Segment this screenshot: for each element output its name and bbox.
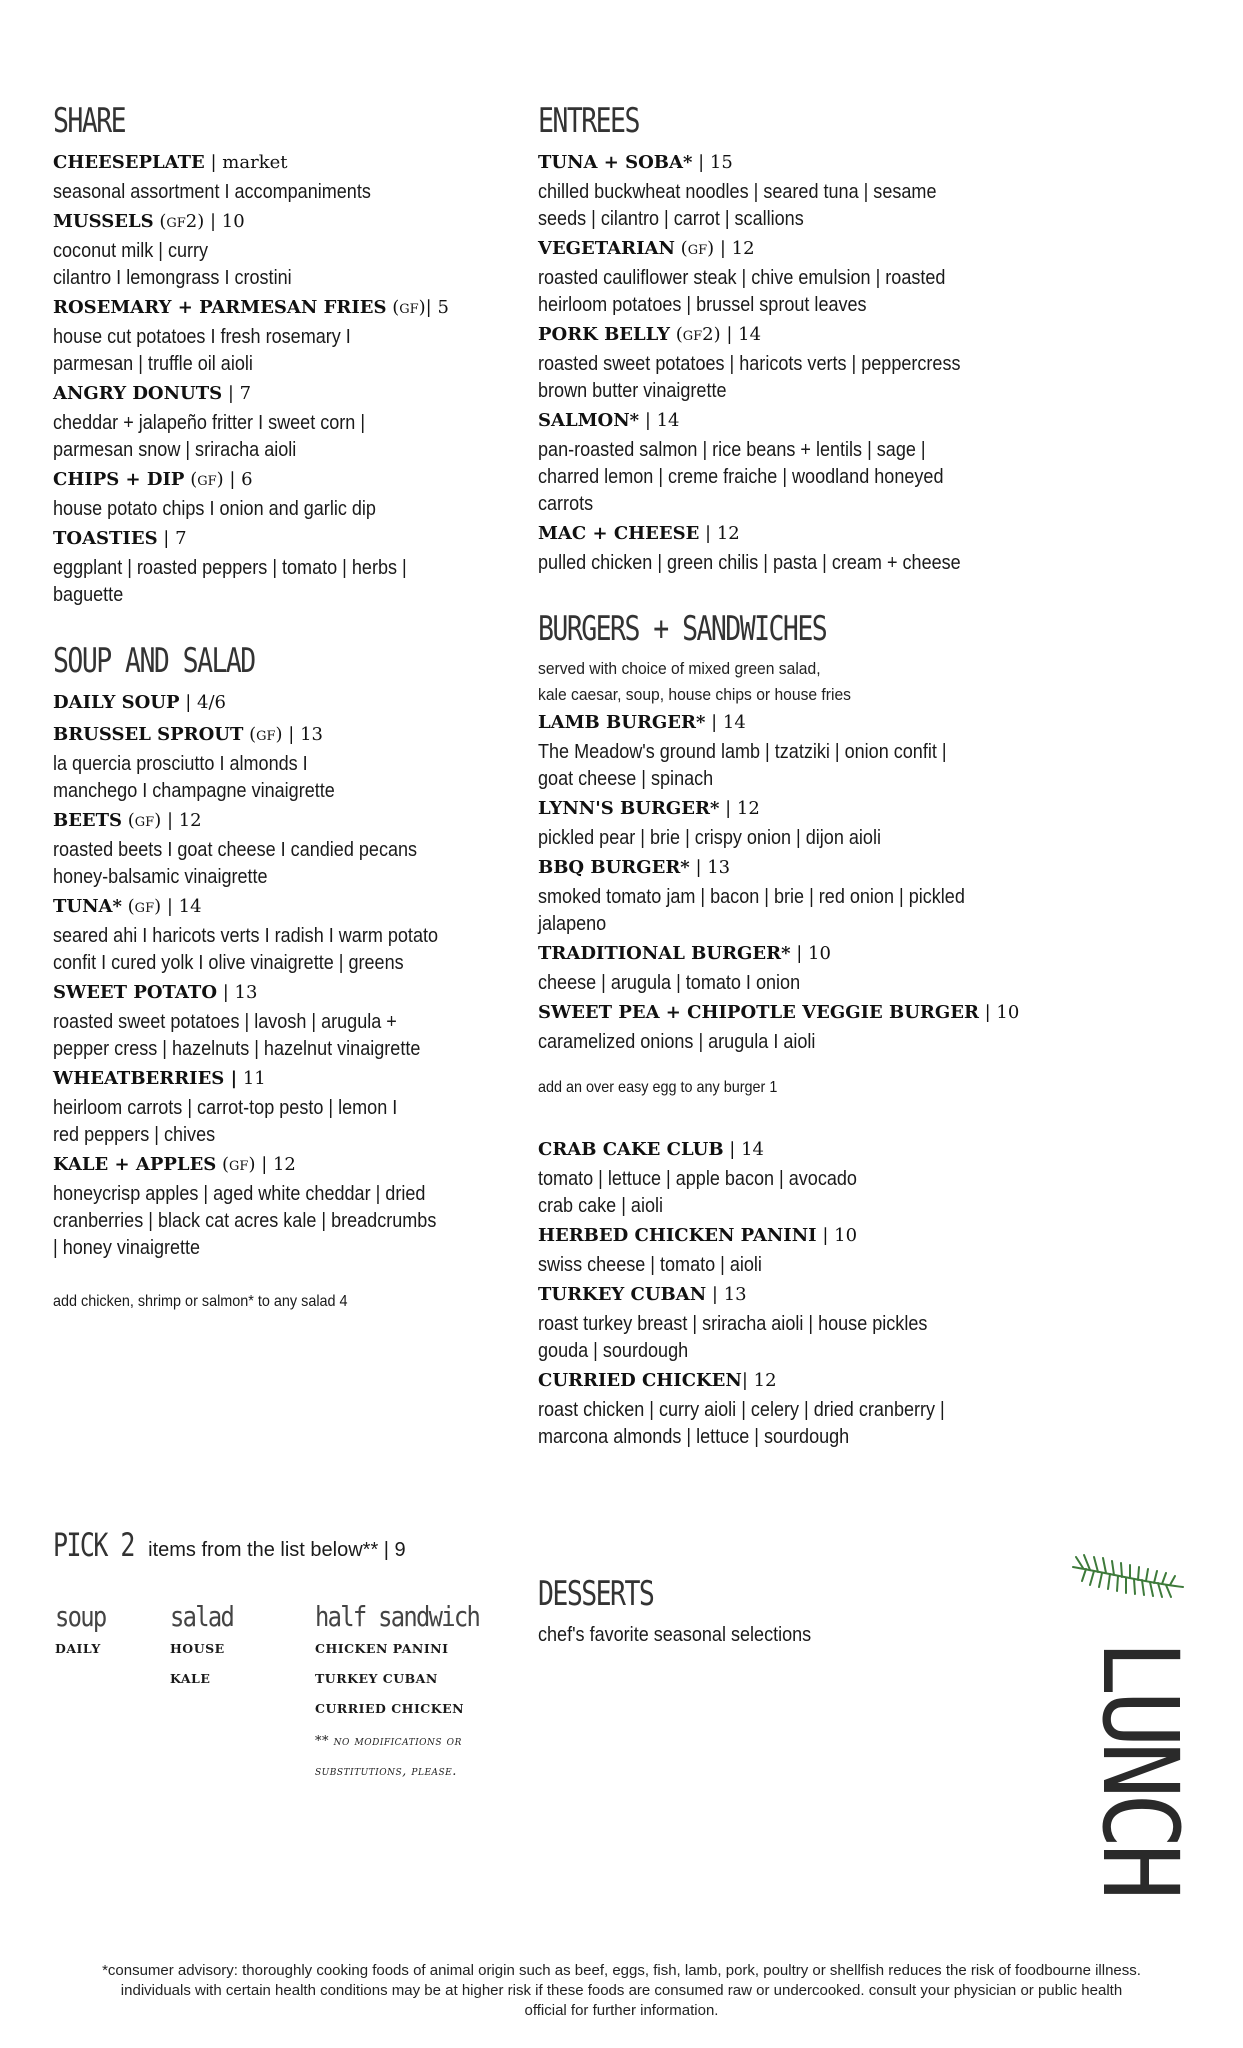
menu-item	[538, 853, 1058, 937]
menu-item-name: CHEESEPLATE	[53, 152, 205, 173]
menu-item-heading	[538, 708, 1058, 738]
menu-item-description: cheddar + jalapeño fritter I sweet corn | parmesan snow | sriracha aioli	[53, 411, 366, 461]
menu-item	[53, 892, 513, 976]
menu-item-price: | 14	[723, 1139, 764, 1160]
menu-item-name: PORK BELLY	[538, 324, 671, 345]
menu-item-name: CRAB CAKE CLUB	[538, 1139, 724, 1160]
menu-item-name: TUNA*	[53, 896, 122, 917]
menu-item-heading	[538, 519, 1058, 549]
menu-item-heading	[538, 1366, 1058, 1396]
menu-item-heading	[53, 148, 513, 178]
menu-item-name: ANGRY DONUTS	[53, 383, 223, 404]
menu-item-tag: (gf)	[216, 1154, 256, 1175]
right-column	[538, 100, 1058, 1452]
menu-item	[538, 320, 1058, 404]
menu-item-name: KALE + APPLES	[53, 1154, 217, 1175]
menu-item-heading	[538, 1280, 1058, 1310]
menu-item	[53, 978, 513, 1062]
sandwiches-list	[538, 1135, 1058, 1450]
pick2-salad-item: HOUSE	[170, 1641, 225, 1656]
menu-item	[53, 1150, 513, 1261]
menu-item-price: | 14	[161, 896, 202, 917]
menu-item-heading	[538, 320, 1058, 350]
burgers-list	[538, 708, 1058, 1055]
menu-item-description: pan-roasted salmon | rice beans + lentils | sage | charred lemon | creme fraiche | woodland honeyed carrots	[538, 438, 944, 515]
menu-item-description: seared ahi I haricots verts I radish I warm potato confit I cured yolk I olive vinaigrette | greens	[53, 924, 439, 974]
menu-item-price: | 15	[692, 152, 733, 173]
menu-item-price: | 12	[741, 1370, 777, 1391]
menu-item-name: HERBED CHICKEN PANINI	[538, 1225, 817, 1246]
menu-item-name: BRUSSEL SPROUT	[53, 724, 244, 745]
menu-item-name: SWEET PEA + CHIPOTLE VEGGIE BURGER	[538, 1002, 979, 1023]
menu-item-price: | 10	[204, 211, 245, 232]
menu-item-price: | 10	[816, 1225, 858, 1246]
menu-item-heading	[538, 234, 1058, 264]
menu-item-name: VEGETARIAN	[538, 238, 675, 259]
menu-item-description: eggplant | roasted peppers | tomato | herbs | baguette	[53, 556, 407, 606]
menu-item-price: | 14	[705, 712, 746, 733]
menu-item-description: chilled buckwheat noodles | seared tuna | sesame seeds | cilantro | carrot | scallions	[538, 180, 937, 230]
menu-item-price: | 12	[719, 798, 760, 819]
menu-item-name: CURRIED CHICKEN	[538, 1370, 742, 1391]
pick2-title: PICK 2	[53, 1526, 134, 1564]
menu-item-price: | 7	[222, 383, 252, 404]
menu-item-heading	[538, 1221, 1058, 1251]
desserts-title: DESSERTS	[538, 1574, 654, 1614]
menu-item-description: swiss cheese | tomato | aioli	[538, 1253, 762, 1276]
menu-item-heading	[53, 720, 513, 750]
menu-item	[53, 806, 513, 890]
menu-item	[53, 207, 513, 291]
menu-item-description: honeycrisp apples | aged white cheddar | dried cranberries | black cat acres kale | breadcrumbs | honey vinaigrette	[53, 1182, 437, 1259]
menu-item-description: roasted sweet potatoes | lavosh | arugula + pepper cress | hazelnuts | hazelnut vinaigrette	[53, 1010, 421, 1060]
menu-item-heading	[538, 1135, 1058, 1165]
lunch-label-text: LUNCH	[1079, 1640, 1201, 1895]
pick2-sandwich-item: CURRIED CHICKEN	[315, 1701, 465, 1716]
menu-item	[538, 708, 1058, 792]
menu-item-name: TOASTIES	[53, 528, 158, 549]
menu-item-price: | 14	[720, 324, 762, 345]
menu-item-tag: (gf)	[184, 469, 224, 490]
desserts-block	[538, 1573, 1058, 1648]
menu-item-price: | 13	[689, 857, 731, 878]
menu-item-price: | 12	[699, 523, 740, 544]
menu-item-name: BBQ BURGER*	[538, 857, 690, 878]
burgers-subtitle-line2: kale caesar, soup, house chips or house fries	[538, 685, 851, 704]
pick2-sandwich-item: TURKEY CUBAN	[315, 1671, 438, 1686]
pick2-salad-heading: salad	[170, 1600, 234, 1633]
menu-item	[53, 524, 513, 608]
menu-item-heading	[538, 998, 1058, 1028]
menu-item-heading	[53, 465, 513, 495]
menu-item-heading	[53, 207, 513, 237]
menu-item-description: house cut potatoes I fresh rosemary I parmesan | truffle oil aioli	[53, 325, 351, 375]
menu-item-tag: (gf2)	[670, 324, 721, 345]
menu-item-description: la quercia prosciutto I almonds I manchego I champagne vinaigrette	[53, 752, 335, 802]
menu-item-price: | 13	[217, 982, 258, 1003]
menu-item-price: | 12	[714, 238, 755, 259]
menu-item	[538, 794, 1058, 851]
menu-item-description: roast turkey breast | sriracha aioli | house pickles gouda | sourdough	[538, 1312, 928, 1362]
menu-item	[538, 519, 1058, 576]
menu-item-name: WHEATBERRIES |	[53, 1068, 238, 1089]
menu-item-name: SWEET POTATO	[53, 982, 217, 1003]
menu-item-name: LYNN'S BURGER*	[538, 798, 720, 819]
menu-item-name: ROSEMARY + PARMESAN FRIES	[53, 297, 387, 318]
menu-item-price: | 12	[255, 1154, 296, 1175]
entrees-title: ENTREES	[538, 101, 639, 141]
menu-item	[538, 939, 1058, 996]
menu-item	[538, 406, 1058, 517]
menu-item-description: coconut milk | curry cilantro I lemongrass I crostini	[53, 239, 292, 289]
menu-item-tag: (gf)	[674, 238, 715, 259]
menu-item-price: | 13	[282, 724, 323, 745]
menu-item-description: house potato chips I onion and garlic dip	[53, 497, 376, 520]
menu-item-name: MAC + CHEESE	[538, 523, 700, 544]
menu-item-heading	[538, 794, 1058, 824]
menu-item	[53, 720, 513, 804]
menu-item-price: 11	[237, 1068, 266, 1089]
menu-item-heading	[538, 148, 1058, 178]
menu-item-name: LAMB BURGER*	[538, 712, 706, 733]
menu-item-heading	[53, 524, 513, 554]
menu-item-heading	[53, 978, 513, 1008]
menu-item-description: roasted sweet potatoes | haricots verts | peppercress brown butter vinaigrette	[538, 352, 961, 402]
pick2-columns	[53, 1600, 513, 1740]
pick2-salad-item: KALE	[170, 1671, 211, 1686]
menu-item-description: roasted cauliflower steak | chive emulsion | roasted heirloom potatoes | brussel sprout leaves	[538, 266, 946, 316]
pick2-sandwich-item: CHICKEN PANINI	[315, 1641, 449, 1656]
menu-item-heading	[538, 939, 1058, 969]
menu-item-heading	[538, 406, 1058, 436]
desserts-desc: chef's favorite seasonal selections	[538, 1623, 812, 1646]
left-column	[53, 100, 513, 1313]
menu-item-name: MUSSELS	[53, 211, 154, 232]
menu-item	[53, 465, 513, 522]
menu-item-name: TURKEY CUBAN	[538, 1284, 707, 1305]
menu-item-price: | 6	[223, 469, 253, 490]
soup-salad-list	[53, 688, 513, 1261]
menu-item-price: | 14	[639, 410, 680, 431]
menu-item	[538, 998, 1058, 1055]
burgers-subtitle-line1: served with choice of mixed green salad,	[538, 659, 821, 678]
share-title: SHARE	[53, 101, 126, 141]
entrees-list	[538, 148, 1058, 576]
salad-addon-note: add chicken, shrimp or salmon* to any salad 4	[53, 1293, 348, 1310]
menu-item-name: DAILY SOUP	[53, 692, 180, 713]
menu-item-price: | 7	[157, 528, 187, 549]
menu-item-heading	[53, 293, 513, 323]
burgers-title: BURGERS + SANDWICHES	[538, 609, 827, 649]
menu-item-heading	[53, 806, 513, 836]
pick2-soup-item: DAILY	[55, 1641, 101, 1656]
pick2-subtitle: items from the list below** | 9	[142, 1539, 406, 1561]
menu-item-heading	[53, 892, 513, 922]
rosemary-sprig-icon	[1068, 1545, 1188, 1605]
menu-item	[538, 148, 1058, 232]
menu-item	[538, 1280, 1058, 1364]
menu-item-description: seasonal assortment I accompaniments	[53, 180, 371, 203]
menu-item-description: roasted beets I goat cheese I candied pecans honey-balsamic vinaigrette	[53, 838, 418, 888]
menu-item-price: | 4/6	[179, 692, 227, 713]
menu-item-description: cheese | arugula | tomato I onion	[538, 971, 801, 994]
menu-item-description: tomato | lettuce | apple bacon | avocado crab cake | aioli	[538, 1167, 857, 1217]
menu-item-description: smoked tomato jam | bacon | brie | red onion | pickled jalapeno	[538, 885, 965, 935]
menu-item	[538, 234, 1058, 318]
menu-item-heading	[53, 688, 513, 718]
menu-item-tag: (gf)	[122, 810, 162, 831]
menu-item-heading	[538, 853, 1058, 883]
lunch-vertical-label	[1079, 1640, 1201, 1895]
menu-item-name: TUNA + SOBA*	[538, 152, 693, 173]
menu-item-tag: (gf)	[243, 724, 283, 745]
menu-item-description: roast chicken | curry aioli | celery | dried cranberry | marcona almonds | lettuce | sourdough	[538, 1398, 945, 1448]
burger-egg-note: add an over easy egg to any burger 1	[538, 1079, 778, 1096]
menu-item-tag: (gf)	[386, 297, 426, 318]
menu-item-price: | 13	[706, 1284, 747, 1305]
menu-item-name: SALMON*	[538, 410, 640, 431]
soup-salad-title: SOUP AND SALAD	[53, 641, 255, 681]
menu-item-price: | 10	[790, 943, 831, 964]
menu-item-tag: (gf)	[121, 896, 162, 917]
menu-item-price: | market	[204, 152, 288, 173]
menu-item-name: CHIPS + DIP	[53, 469, 185, 490]
menu-item-name: BEETS	[53, 810, 123, 831]
menu-item-price: | 5	[425, 297, 449, 318]
menu-item	[53, 688, 513, 718]
menu-item-name: TRADITIONAL BURGER*	[538, 943, 791, 964]
menu-item	[53, 293, 513, 377]
consumer-advisory-footer: *consumer advisory: thoroughly cooking foods of animal origin such as beef, eggs, fish, lamb, pork, poultry or shellfish reduces the risk of foodbourne illness. individuals with certain health conditions may be at higher risk if these foods are consumed raw or undercooked. consult your physician or public health official for further information.	[102, 1962, 1141, 2019]
menu-item-tag: (gf2)	[153, 211, 205, 232]
pick2-block	[53, 1525, 513, 1779]
menu-item-description: pickled pear | brie | crispy onion | dijon aioli	[538, 826, 881, 849]
pick2-no-substitutions-note: ** no modifications or substitutions, please.	[315, 1734, 462, 1779]
menu-item-heading	[53, 1150, 513, 1180]
menu-item	[53, 1064, 513, 1148]
pick2-salad-column	[170, 1600, 244, 1694]
menu-item	[538, 1366, 1058, 1450]
menu-item-heading	[53, 1064, 513, 1094]
pick2-soup-heading: soup	[55, 1600, 106, 1633]
menu-item-heading	[53, 379, 513, 409]
share-list	[53, 148, 513, 608]
menu-item-description: heirloom carrots | carrot-top pesto | lemon I red peppers | chives	[53, 1096, 398, 1146]
menu-item	[538, 1135, 1058, 1219]
menu-item-description: caramelized onions | arugula I aioli	[538, 1030, 816, 1053]
pick2-half-sandwich-heading: half sandwich	[315, 1600, 480, 1633]
menu-item	[538, 1221, 1058, 1278]
menu-item-price: | 12	[161, 810, 202, 831]
menu-item	[53, 148, 513, 205]
menu-item-description: pulled chicken | green chilis | pasta | cream + cheese	[538, 551, 961, 574]
menu-item-description: The Meadow's ground lamb | tzatziki | onion confit | goat cheese | spinach	[538, 740, 947, 790]
menu-item-price: | 10	[978, 1002, 1020, 1023]
menu-item	[53, 379, 513, 463]
pick2-soup-column	[55, 1600, 114, 1664]
pick2-half-sandwich-column	[315, 1600, 508, 1724]
